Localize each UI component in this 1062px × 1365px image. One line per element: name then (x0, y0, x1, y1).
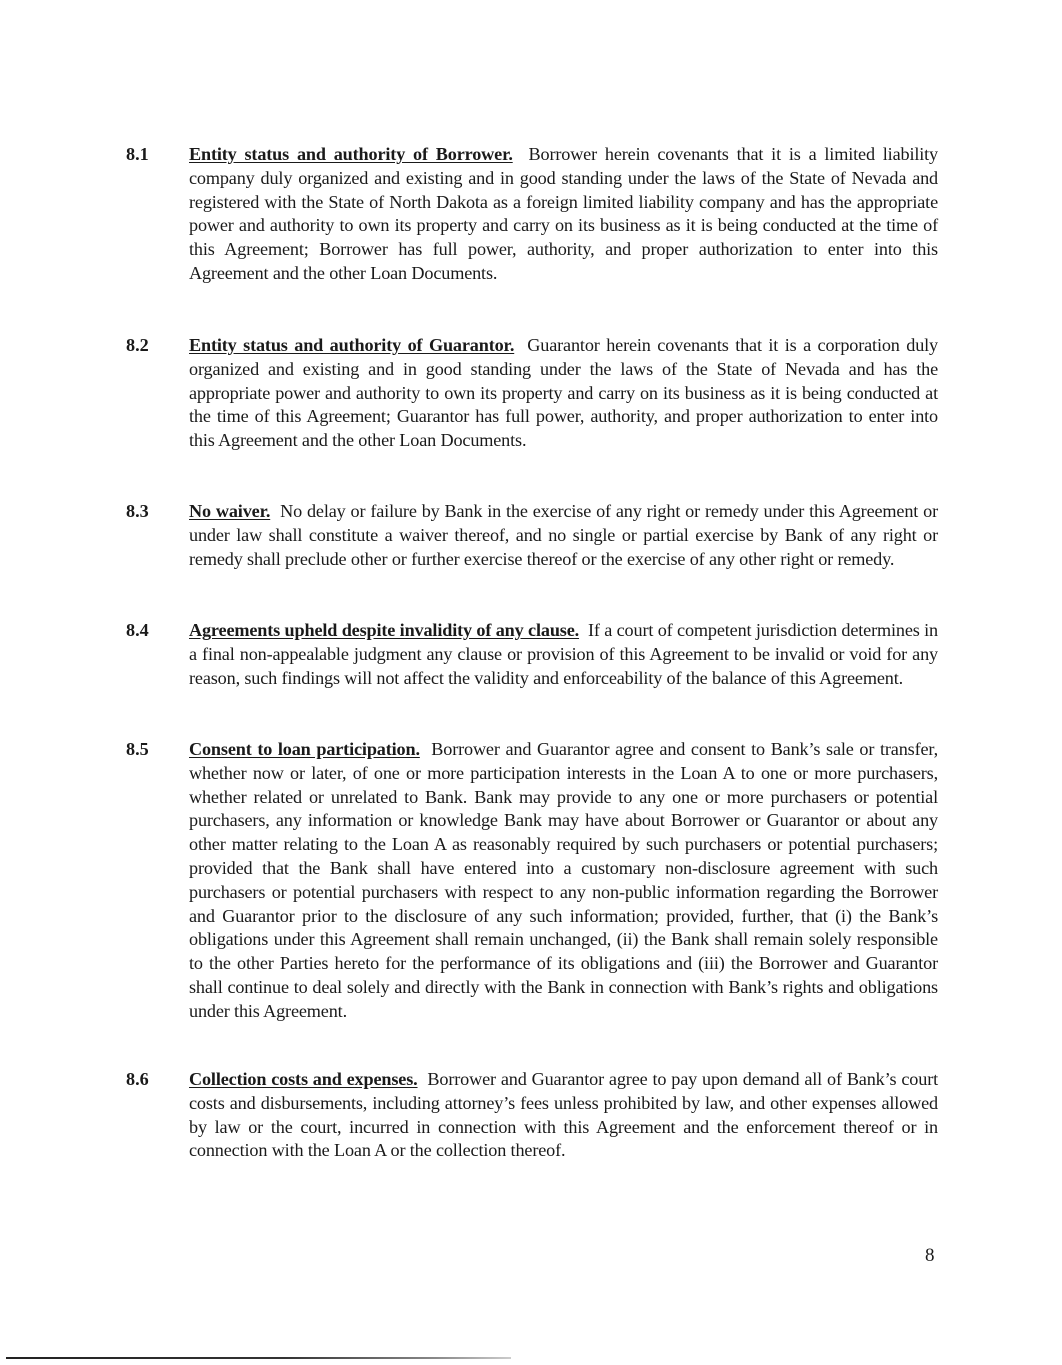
section-text: Borrower and Guarantor agree to pay upon demand all of Bank’s court costs and disbursements, including attorney’s fees unless prohibited by law, and other expenses allowed by law or the court, incurred in connection with this Agreement and the enforcement thereof or in connection with the Loan A or the collection thereof. (189, 1069, 939, 1161)
section-8-2 (126, 334, 938, 453)
section-title: No waiver. (189, 501, 271, 521)
section-title: Collection costs and expenses. (189, 1069, 418, 1089)
section-number: 8.5 (126, 739, 149, 759)
section-number: 8.3 (126, 501, 149, 521)
section-title: Agreements upheld despite invalidity of any clause. (189, 620, 580, 640)
section-8-3 (126, 500, 938, 571)
section-title: Entity status and authority of Borrower. (189, 144, 513, 164)
section-8-4 (126, 619, 938, 690)
footer-rule (6, 1357, 511, 1359)
section-title: Consent to loan participation. (189, 739, 420, 759)
section-body (189, 143, 938, 286)
section-body (189, 1068, 938, 1163)
section-text: Borrower and Guarantor agree and consent to Bank’s sale or transfer, whether now or later, of one or more participation interests in the Loan A to one or more purchasers, whether related or unrelated to Bank. Bank may provide to any one or more purchasers or potential purchasers, any information or knowledge Bank may have about Borrower or Guarantor or about any other matter relating to the Loan A as reasonably required by such purchasers or potential purchasers; provided that the Bank shall have entered into a customary non-disclosure agreement with such purchasers or potential purchasers with respect to any non-public information regarding the Borrower and Guarantor prior to the disclosure of any such information; provided, further, that (i) the Bank’s obligations under this Agreement shall remain unchanged, (ii) the Bank shall remain solely responsible to the other Parties hereto for the performance of its obligations and (iii) the Borrower and Guarantor shall continue to deal solely and directly with the Bank in connection with Bank’s rights and obligations under this Agreement. (189, 739, 938, 1021)
section-8-6 (126, 1068, 938, 1163)
section-8-1 (126, 143, 938, 286)
section-number: 8.4 (126, 620, 149, 640)
section-body (189, 619, 938, 690)
section-body (189, 500, 938, 571)
section-text: If a court of competent jurisdiction determines in a final non-appealable judgment any clause or provision of this Agreement to be invalid or void for any reason, such findings will not affect the validity and enforceability of the balance of this Agreement. (189, 620, 939, 688)
section-number: 8.1 (126, 144, 149, 164)
page-number: 8 (925, 1245, 935, 1266)
section-text: Borrower herein covenants that it is a limited liability company duly organized and existing and in good standing under the laws of the State of Nevada and registered with the State of North Dakota as a foreign limited liability company and has the appropriate power and authority to own its property and carry on its business as it is being conducted at the time of this Agreement; Borrower has full power, authority, and proper authorization to enter into this Agreement and the other Loan Documents. (189, 144, 939, 283)
section-body (189, 738, 938, 1024)
section-text: No delay or failure by Bank in the exercise of any right or remedy under this Agreement or under law shall constitute a waiver thereof, and no single or partial exercise by Bank of any right or remedy shall preclude other or further exercise thereof or the exercise of any other right or remedy. (189, 501, 938, 569)
section-text: Guarantor herein covenants that it is a corporation duly organized and existing and in good standing under the laws of the State of Nevada and has the appropriate power and authority to own its property and carry on its business as it is being conducted at the time of this Agreement; Guarantor has full power, authority, and proper authorization to enter into this Agreement and the other Loan Documents. (189, 335, 939, 451)
section-title: Entity status and authority of Guarantor. (189, 335, 515, 355)
section-8-5 (126, 738, 938, 1024)
section-number: 8.2 (126, 335, 149, 355)
section-number: 8.6 (126, 1069, 149, 1089)
section-body (189, 334, 938, 453)
